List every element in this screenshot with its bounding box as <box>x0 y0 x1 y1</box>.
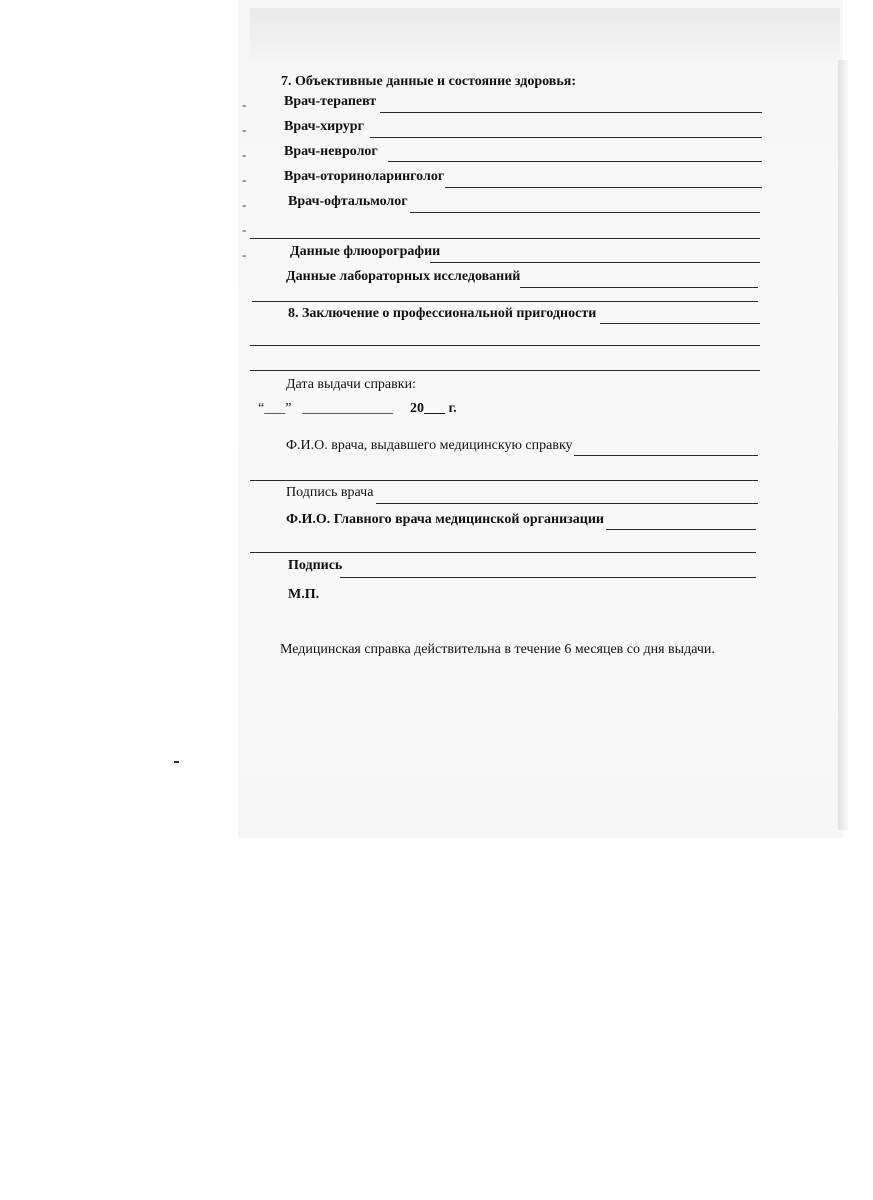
margin-dash: - <box>242 147 247 162</box>
margin-dash: - <box>242 122 247 137</box>
conclusion-line-2[interactable] <box>250 345 760 346</box>
doctor-name-extra-line[interactable] <box>250 480 758 481</box>
issue-month-field[interactable]: _____________ <box>302 401 393 416</box>
doctor-ent-field[interactable] <box>445 187 762 188</box>
chief-doctor-name-label: Ф.И.О. Главного врача медицинской организации <box>286 512 604 527</box>
margin-dash: - <box>242 97 247 112</box>
doctor-ophthalmologist-field[interactable] <box>410 212 760 213</box>
fluorography-field[interactable] <box>430 262 760 263</box>
doctor-therapist-label: Врач-терапевт <box>284 94 377 109</box>
issue-day-field[interactable]: “___” <box>258 401 292 416</box>
chief-doctor-name-field[interactable] <box>606 529 756 530</box>
doctor-name-field[interactable] <box>574 455 758 456</box>
conclusion-field[interactable] <box>600 323 760 324</box>
scan-shadow-top <box>250 8 840 68</box>
margin-dash: - <box>242 247 247 262</box>
doctor-neurologist-label: Врач-невролог <box>284 144 378 159</box>
issue-date-label: Дата выдачи справки: <box>286 377 416 392</box>
conclusion-line-3[interactable] <box>250 370 760 371</box>
margin-dash: - <box>242 172 247 187</box>
doctor-ent-label: Врач-оториноларинголог <box>284 169 445 184</box>
doctor-surgeon-label: Врач-хирург <box>284 119 364 134</box>
section-8-heading: 8. Заключение о профессиональной пригодности <box>288 306 597 321</box>
issue-year-field[interactable]: 20___ г. <box>410 401 457 416</box>
doctor-ophthalmologist-label: Врач-офтальмолог <box>288 194 408 209</box>
margin-dash: - <box>242 222 247 237</box>
signature-field[interactable] <box>340 577 756 578</box>
lab-results-extra-line[interactable] <box>252 301 758 302</box>
section-7-heading: 7. Объективные данные и состояние здоровья: <box>281 74 576 89</box>
lab-results-label: Данные лабораторных исследований <box>286 269 521 284</box>
scan-speck <box>174 761 179 763</box>
doctor-signature-label: Подпись врача <box>286 485 374 500</box>
validity-note: Медицинская справка действительна в течение 6 месяцев со дня выдачи. <box>280 642 715 657</box>
stamp-label: М.П. <box>288 587 320 602</box>
doctor-surgeon-field[interactable] <box>370 137 762 138</box>
fluorography-label: Данные флюорографии <box>290 244 441 259</box>
extra-line[interactable] <box>250 238 760 239</box>
doctor-signature-field[interactable] <box>376 503 758 504</box>
doctor-name-label: Ф.И.О. врача, выдавшего медицинскую справку <box>286 438 573 453</box>
scan-edge <box>838 60 848 830</box>
doctor-therapist-field[interactable] <box>380 112 762 113</box>
margin-dash: - <box>242 197 247 212</box>
chief-doctor-extra-line[interactable] <box>250 552 756 553</box>
lab-results-field[interactable] <box>520 287 758 288</box>
doctor-neurologist-field[interactable] <box>388 161 762 162</box>
signature-label: Подпись <box>288 558 343 573</box>
